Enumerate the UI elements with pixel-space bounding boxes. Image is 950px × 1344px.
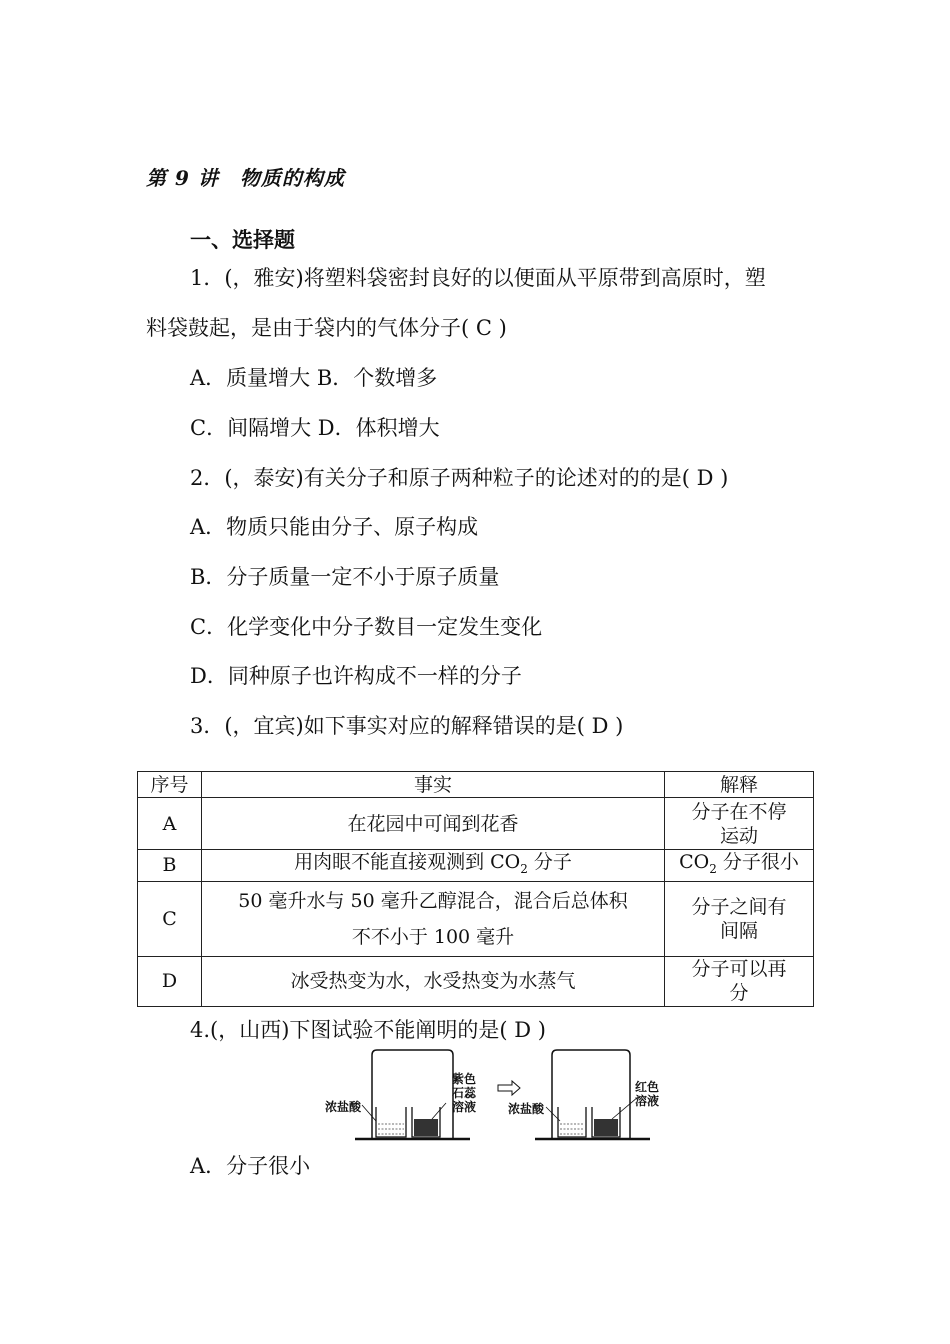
row-explanation-line: 分子之间有 — [691, 895, 787, 918]
row-id: A — [138, 798, 202, 850]
table-row — [138, 956, 814, 1006]
expl-text: 分子很小 — [716, 851, 799, 873]
subscript: 2 — [709, 861, 717, 876]
experiment-figure — [320, 1045, 680, 1150]
fact-text: 用肉眼不能直接观测到 CO — [294, 851, 521, 873]
bell-jar — [552, 1050, 630, 1139]
row-fact — [202, 881, 665, 956]
label-acid-left: 浓盐酸 — [325, 1100, 362, 1114]
row-explanation — [665, 798, 814, 850]
q4-stem: 4.(，山西)下图试验不能阐明的是( D ) — [190, 1018, 546, 1042]
q1-stem-line2: 料袋鼓起，是由于袋内的气体分子( C ) — [146, 316, 507, 340]
label-litmus-3: 溶液 — [452, 1100, 477, 1114]
label-acid-right: 浓盐酸 — [508, 1102, 545, 1116]
row-id: C — [138, 881, 202, 956]
row-fact-line: 不不小于 100 毫升 — [351, 925, 515, 948]
row-fact: 冰受热变为水，水受热变为水蒸气 — [202, 956, 665, 1006]
table-row — [138, 850, 814, 882]
row-explanation-line: 分 — [729, 982, 749, 1005]
facts-table — [137, 771, 814, 1007]
q3-stem: 3．(，宜宾)如下事实对应的解释错误的是( D ) — [190, 714, 624, 738]
label-litmus-1: 紫色 — [452, 1072, 477, 1086]
header-index: 序号 — [138, 772, 202, 798]
row-explanation-line: 运动 — [719, 824, 758, 847]
label-litmus-2: 石蕊 — [452, 1086, 477, 1100]
row-explanation — [665, 850, 814, 882]
pointer-line — [362, 1105, 376, 1121]
arrow-icon — [498, 1081, 520, 1095]
row-explanation — [665, 956, 814, 1006]
expl-text: CO — [679, 851, 710, 873]
table-header-row — [138, 772, 814, 798]
row-fact — [202, 850, 665, 882]
row-explanation-line: 间隔 — [719, 919, 758, 942]
q2-option-b: B．分子质量一定不小于原子质量 — [190, 565, 500, 589]
left-apparatus — [325, 1050, 477, 1139]
q1-options-cd: C．间隔增大 D．体积增大 — [190, 416, 440, 440]
table-row — [138, 798, 814, 850]
subscript: 2 — [520, 861, 528, 876]
row-explanation-line: 分子在不停 — [691, 800, 787, 823]
red-solution — [594, 1119, 618, 1136]
q2-option-c: C．化学变化中分子数目一定发生变化 — [190, 615, 543, 639]
pointer-line — [432, 1103, 446, 1119]
q4-option-a: A．分子很小 — [190, 1154, 311, 1178]
q2-option-d: D．同种原子也许构成不一样的分子 — [190, 664, 522, 688]
row-id: B — [138, 850, 202, 882]
section-heading: 一、选择题 — [190, 228, 295, 252]
label-red-1: 红色 — [635, 1080, 660, 1094]
row-explanation-line: 分子可以再 — [691, 958, 787, 981]
q1-options-ab: A．质量增大 B．个数增多 — [190, 366, 438, 390]
q1-stem-line1: 1．(，雅安)将塑料袋密封良好的以便面从平原带到高原时，塑 — [190, 266, 766, 290]
page-title: 第 9 讲 物质的构成 — [146, 166, 345, 190]
row-fact-line: 50 毫升水与 50 毫升乙醇混合，混合后总体积 — [238, 889, 628, 912]
beaker-left — [558, 1107, 586, 1137]
row-explanation — [665, 881, 814, 956]
table-row — [138, 881, 814, 956]
row-fact: 在花园中可闻到花香 — [202, 798, 665, 850]
litmus-solution — [414, 1119, 438, 1136]
header-fact: 事实 — [202, 772, 665, 798]
right-apparatus — [508, 1050, 659, 1139]
label-red-2: 溶液 — [635, 1094, 660, 1108]
q2-stem: 2．(，泰安)有关分子和原子两种粒子的论述对的的是( D ) — [190, 466, 729, 490]
fact-text: 分子 — [527, 851, 572, 873]
row-id: D — [138, 956, 202, 1006]
header-explanation: 解释 — [665, 772, 814, 798]
q2-option-a: A．物质只能由分子、原子构成 — [190, 515, 479, 539]
